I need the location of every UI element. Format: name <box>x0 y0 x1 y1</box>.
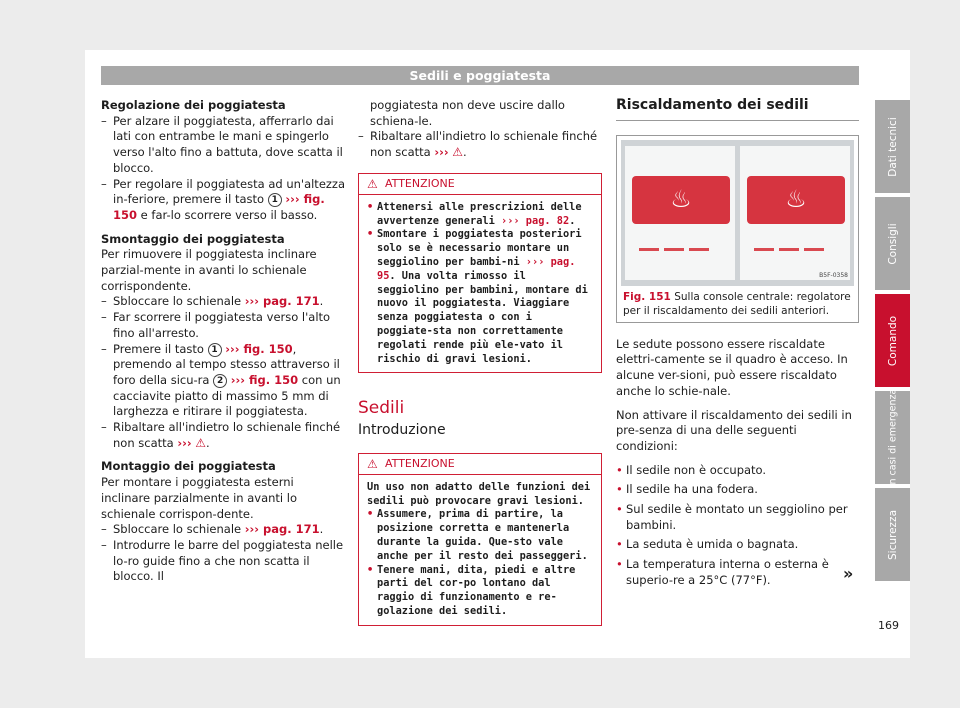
warning-item: • Assumere, prima di partire, la posizione corretta e mantenerla durante la guida. Que-sto vale anche per il resto dei passeggeri. <box>367 508 593 563</box>
tab-in-casi-di-emergenza[interactable]: In casi di emergenza <box>875 391 910 484</box>
page-link[interactable]: ››› pag. 171 <box>244 294 320 309</box>
column-1 <box>101 98 346 585</box>
warning-link[interactable]: ››› <box>177 435 192 450</box>
heat-level-leds <box>754 240 829 256</box>
heater-panel-left <box>625 146 735 280</box>
callout-number: 2 <box>213 374 227 388</box>
warning-icon: ⚠ <box>367 456 378 471</box>
warning-link[interactable]: ››› <box>434 145 449 160</box>
paragraph: Le sedute possono essere riscaldate elettri-camente se il quadro è acceso. In alcune ver-sioni, può essere riscaldato anche lo schie-nale. <box>616 336 848 398</box>
heading-smontaggio: Smontaggio dei poggiatesta <box>101 231 285 246</box>
list-item: – Per alzare il poggiatesta, afferrarlo dai lati con entrambe le mani e spingerlo verso l'alto fino a battuta, dove scatta il blocco. <box>101 114 346 177</box>
tab-comando[interactable]: Comando <box>875 294 910 387</box>
warning-item: • Tenere mani, dita, piedi e altre parti del cor-po lontano dal raggio di funzionamento e re-golazione dei sedili. <box>367 564 593 619</box>
heat-level-leds <box>639 240 714 256</box>
column-2 <box>358 98 602 626</box>
heater-panel-right <box>740 146 850 280</box>
warning-icon: ⚠ <box>195 435 206 450</box>
tab-sicurezza[interactable]: Sicurezza <box>875 488 910 581</box>
warning-icon: ⚠ <box>367 176 378 191</box>
seat-heater-button-right <box>747 176 845 224</box>
section-title: Sedili <box>358 398 405 419</box>
list-item: • Sul sedile è montato un seggiolino per bambini. <box>616 502 859 533</box>
page-number: 169 <box>878 619 899 632</box>
list-item: • Il sedile ha una fodera. <box>616 482 859 498</box>
list-item: • Il sedile non è occupato. <box>616 463 859 479</box>
section-subtitle: Introduzione <box>358 422 446 439</box>
paragraph: Non attivare il riscaldamento dei sedili in pre-senza di una delle seguenti condizioni: <box>616 407 852 453</box>
list-item: – Ribaltare all'indietro lo schienale finché non scatta ››› ⚠. <box>358 129 602 160</box>
heading-regolazione: Regolazione dei poggiatesta <box>101 98 286 112</box>
tab-consigli[interactable]: Consigli <box>875 197 910 290</box>
continue-arrow: » <box>843 564 854 583</box>
page-link[interactable]: ››› pag. 171 <box>244 522 320 537</box>
warning-intro: Un uso non adatto delle funzioni dei sedili può provocare gravi lesioni. <box>367 480 591 507</box>
fig-link[interactable]: ››› fig. 150 <box>230 372 299 387</box>
paragraph: Per rimuovere il poggiatesta inclinare parzial-mente in avanti lo schienale corrispondente. <box>101 247 317 293</box>
callout-number: 1 <box>268 193 282 207</box>
list-item: • La seduta è umida o bagnata. <box>616 537 859 553</box>
seat-heat-icon: ♨ <box>785 184 807 213</box>
tab-dati-tecnici[interactable]: Dati tecnici <box>875 100 910 193</box>
callout-number: 1 <box>208 343 222 357</box>
warning-box <box>358 173 602 374</box>
page-link[interactable]: ››› pag. 82 <box>501 214 570 227</box>
heading-montaggio: Montaggio dei poggiatesta <box>101 459 276 474</box>
page-header: Sedili e poggiatesta <box>101 66 859 85</box>
warning-title: ATTENZIONE <box>385 456 455 470</box>
fig-link[interactable]: ››› fig. 150 <box>225 341 293 356</box>
list-item: – Premere il tasto 1 ››› fig. 150, premendo al tempo stesso attraverso il foro della sicu-ra 2 ››› fig. 150 con un cacciavite piatto di massimo 5 mm di larghezza e ritirare il poggiatesta. <box>101 342 346 421</box>
list-item: – Far scorrere il poggiatesta verso l'alto fino all'arresto. <box>101 310 346 341</box>
column-3 <box>616 98 859 589</box>
list-item: – Introdurre le barre del poggiatesta nelle lo-ro guide fino a che non scatta il blocco. Il <box>101 538 346 585</box>
seat-heat-icon: ♨ <box>670 184 692 213</box>
section-heading: Riscaldamento dei sedili <box>616 98 859 121</box>
paragraph: poggiatesta non deve uscire dallo schiena-le. <box>370 98 565 128</box>
figure-code: B5F-0358 <box>819 272 848 279</box>
page-link[interactable]: ››› pag. 95 <box>377 256 576 282</box>
fig-link[interactable]: ››› fig. 150 <box>113 192 325 222</box>
figure-caption: Fig. 151 Sulla console centrale: regolatore per il riscaldamento dei sedili anteriori. <box>623 290 851 317</box>
warning-box <box>358 453 602 626</box>
list-item: – Sbloccare lo schienale ››› pag. 171. <box>101 294 346 310</box>
warning-title: ATTENZIONE <box>385 176 455 190</box>
warning-item: • Attenersi alle prescrizioni delle avvertenze generali ››› pag. 82. <box>367 201 593 229</box>
list-item: • La temperatura interna o esterna è superio-re a 25°C (77°F). <box>616 557 859 588</box>
warning-item: • Smontare i poggiatesta posteriori solo se è necessario montare un seggiolino per bambi-ni ››› pag. 95. Una volta rimosso il seggiolino per bambini, montare di nuovo il poggiatesta. Viaggiare senza poggiatesta o con i poggiate-sta non correttamente regolati rende più ele-vato il rischio di gravi lesioni. <box>367 228 593 366</box>
list-item: – Sbloccare lo schienale ››› pag. 171. <box>101 522 346 538</box>
list-item: – Ribaltare all'indietro lo schienale finché non scatta ››› ⚠. <box>101 420 346 451</box>
warning-icon: ⚠ <box>452 145 463 160</box>
seat-heater-button-left <box>632 176 730 224</box>
figure <box>616 135 859 323</box>
figure-image <box>621 140 854 286</box>
paragraph: Per montare i poggiatesta esterni inclinare parzialmente in avanti lo schienale corrispon-dente. <box>101 475 298 521</box>
list-item: – Per regolare il poggiatesta ad un'altezza in-feriore, premere il tasto 1 ››› fig. 150 e far-lo scorrere verso il basso. <box>101 177 346 224</box>
